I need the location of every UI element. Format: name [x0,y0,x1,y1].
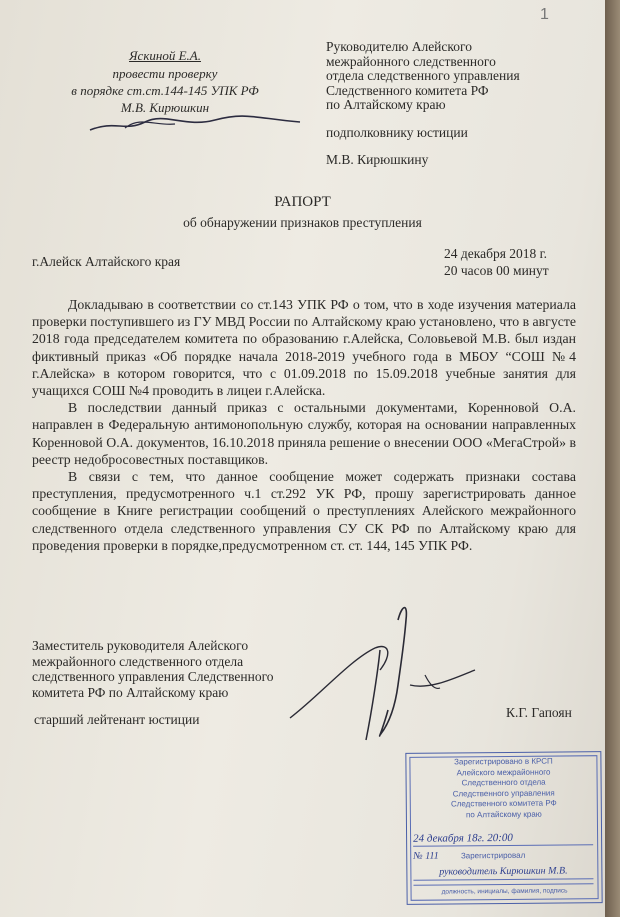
addressee-block [326,40,586,168]
signature-icon [280,600,480,750]
stamp-handwritten-num: № 111 [413,850,439,862]
stamp-line: Алейского межрайонного [456,767,551,777]
page-mark: 1 [540,6,549,23]
stamp-line: Следственного комитета РФ [450,798,557,809]
addressee-line: Следственного комитета РФ [326,82,489,98]
stamp-line: Следственного управления [452,788,555,798]
stamp-line: Зарегистрировано в КРСП [454,756,553,767]
document-body [32,296,576,554]
signatory-line: следственного управления Следственного [32,669,274,684]
stamp-caption: должность, инициалы, фамилия, подпись [441,887,568,896]
addressee-line: Руководителю Алейского [326,39,472,54]
addressee-line: отдела следственного управления [326,68,520,83]
background-edge [605,0,620,917]
addressee-line: межрайонного следственного [326,53,496,69]
document-title: РАПОРТ [274,194,331,210]
resolution-law: в порядке ст.ст.144-145 УПК РФ [71,83,259,98]
document-date: 24 декабря 2018 г. [444,246,548,261]
stamp-handwritten-date: 24 декабря 18г. 20:00 [413,831,513,845]
document-subtitle: об обнаружении признаков преступления [183,215,422,230]
resolution-assignee: Яскиной Е.А. [129,48,201,63]
stamp-reg-label: Зарегистрировал [460,850,526,861]
body-paragraph: Докладываю в соответствии со ст.143 УПК РФ о том, что в ходе изучения материала проверки поступившего из ГУ МВД России по Алтайскому краю установлено, что в августе 2018 года председателем комитета по образованию г.Алейска, Соловьевой М.В. был издан фиктивный приказ «Об порядке начала 2018-2019 учебного года в МБОУ “СОШ №4 г.Алейска» в котором говорится, что с 01.09.2018 по 15.09.2018 учебные занятия для учащихся СОШ №4 проводить в лицеи г.Алейска. [32,297,576,399]
stamp-handwritten-by: руководитель Кирюшкин М.В. [439,865,568,878]
stamp-reg-field [413,850,593,864]
addressee-rank: подполковнику юстиции [326,124,468,140]
document-place: г.Алейск Алтайского края [32,254,181,269]
stamp-line: по Алтайскому краю [465,809,542,819]
signatory-line: межрайонного следственного отдела [32,653,244,669]
resolution-author: М.В. Кирюшкин [120,100,210,115]
stamp-registrar-field [413,866,593,881]
resolution-signature-icon [85,110,305,136]
addressee-name: М.В. Кирюшкину [326,152,429,167]
document-time: 20 часов 00 минут [444,263,549,278]
stamp-date-field [413,832,593,847]
body-paragraph: В последствии данный приказ с остальными документами, Коренновой О.А. направлен в Федеральную антимонопольную службу, которая на основании направленных Коренновой О.А. документов, 16.10.2018 приняла решение о внесении ООО «МегаСтрой» в реестр недобросовестных поставщиков. [32,400,576,467]
stamp-line: Следственного отдела [461,777,546,788]
signatory-block [32,638,274,700]
body-paragraph: В связи с тем, что данное сообщение может содержать признаки состава преступления, предусмотренного ч.1 ст.292 УК РФ, прошу зарегистрировать данное сообщение в Книге регистрации сообщений о преступлениях Алейского межрайонного следственного отдела следственного управления СУ СК РФ по Алтайскому краю для проведения проверки в порядке,предусмотренном ст. ст. 144, 145 УПК РФ. [32,469,576,553]
signatory-line: Заместитель руководителя Алейского [32,638,249,653]
resolution-instruction: провести проверку [112,66,218,81]
addressee-line: по Алтайскому краю [326,97,446,112]
signatory-line: комитета РФ по Алтайскому краю [32,684,229,700]
signatory-rank: старший лейтенант юстиции [34,712,200,727]
registration-stamp [405,751,602,905]
signatory-name: К.Г. Гапоян [506,705,572,720]
